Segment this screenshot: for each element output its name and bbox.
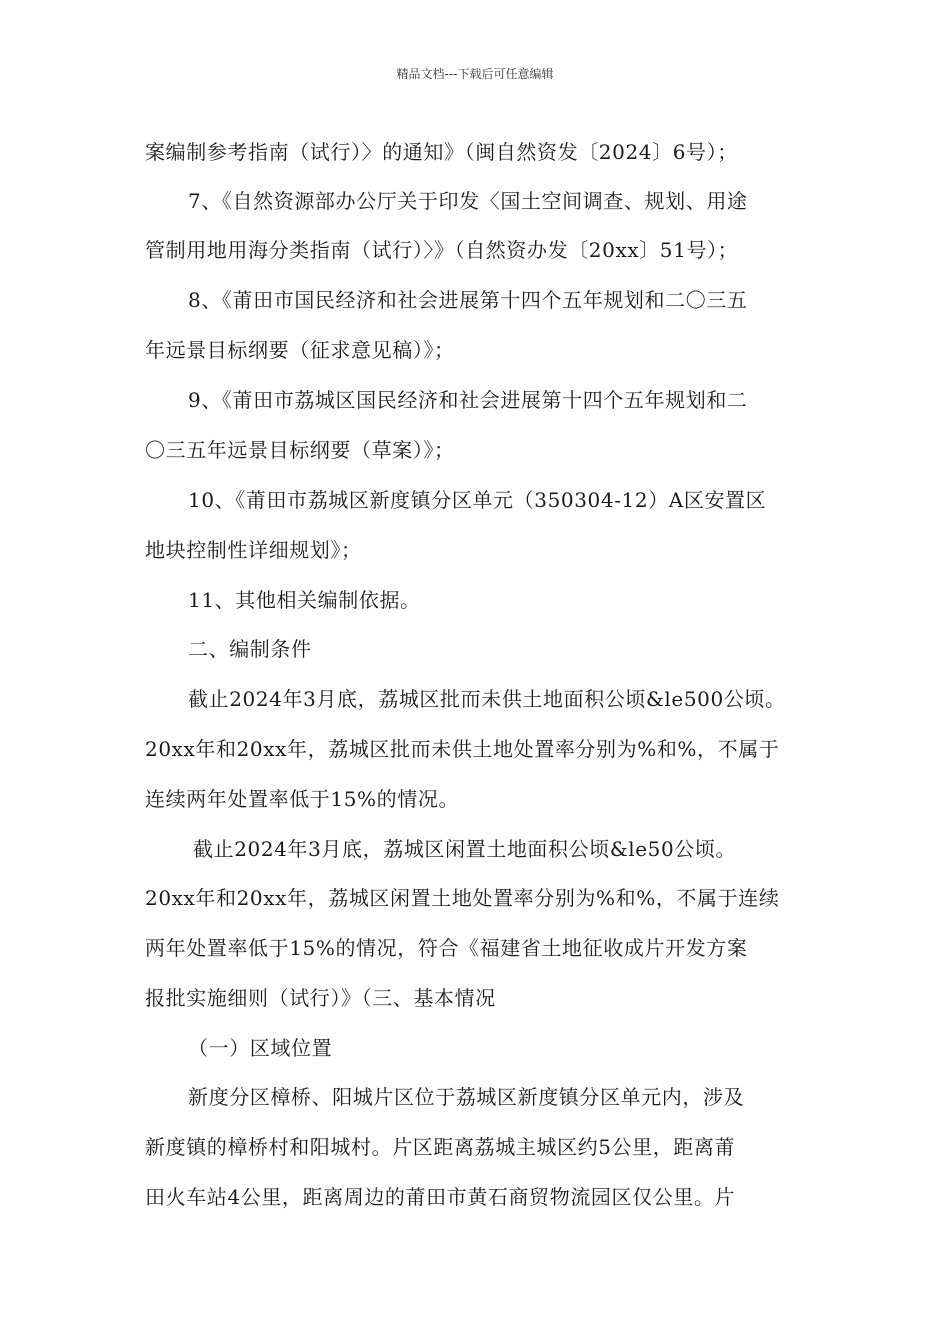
text-line-3: 管制用地用海分类指南（试行）〉》（自然资办发〔20xx〕51号）；: [145, 238, 739, 262]
text-line-5: 年远景目标纲要（征求意见稿）》；: [145, 338, 455, 362]
text-line-1: 案编制参考指南（试行）〉的通知》（闽自然资发〔2024〕6号）；: [145, 140, 738, 164]
section-heading-2: 二、编制条件: [188, 637, 312, 661]
text-line-15: 截止2024年3月底，荔城区闲置土地面积公顷&le50公顷。: [193, 837, 737, 861]
text-line-8: 10、《莆田市荔城区新度镇分区单元（350304-12）A区安置区: [188, 488, 767, 512]
text-line-16: 20xx年和20xx年，荔城区闲置土地处置率分别为%和%，不属于连续: [145, 886, 780, 910]
text-line-9: 地块控制性详细规划》；: [145, 538, 362, 562]
text-line-14: 连续两年处置率低于15%的情况。: [145, 787, 460, 811]
text-line-2: 7、《自然资源部办公厅关于印发〈国土空间调查、规划、用途: [188, 189, 748, 213]
text-line-21: 新度镇的樟桥村和阳城村。片区距离荔城主城区约5公里，距离莆: [145, 1135, 736, 1159]
text-line-6: 9、《莆田市荔城区国民经济和社会进展第十四个五年规划和二: [188, 388, 748, 412]
text-line-22: 田火车站4公里，距离周边的莆田市黄石商贸物流园区仅公里。片: [145, 1185, 736, 1209]
subsection-heading-1: （一）区域位置: [188, 1036, 333, 1060]
page-header: 精品文档---下载后可任意编辑: [396, 67, 554, 81]
text-line-7: 〇三五年远景目标纲要（草案）》；: [145, 438, 455, 462]
text-line-12: 截止2024年3月底，荔城区批而未供土地面积公顷&le500公顷。: [188, 687, 786, 711]
text-line-13: 20xx年和20xx年，荔城区批而未供土地处置率分别为%和%，不属于: [145, 737, 780, 761]
text-line-20: 新度分区樟桥、阳城片区位于荔城区新度镇分区单元内，涉及: [188, 1085, 745, 1109]
text-line-4: 8、《莆田市国民经济和社会进展第十四个五年规划和二〇三五: [188, 288, 748, 312]
text-line-10: 11、其他相关编制依据。: [188, 588, 421, 612]
text-line-17: 两年处置率低于15%的情况，符合《福建省土地征收成片开发方案: [145, 936, 748, 960]
text-line-18: 报批实施细则（试行）》（三、基本情况: [145, 986, 496, 1010]
